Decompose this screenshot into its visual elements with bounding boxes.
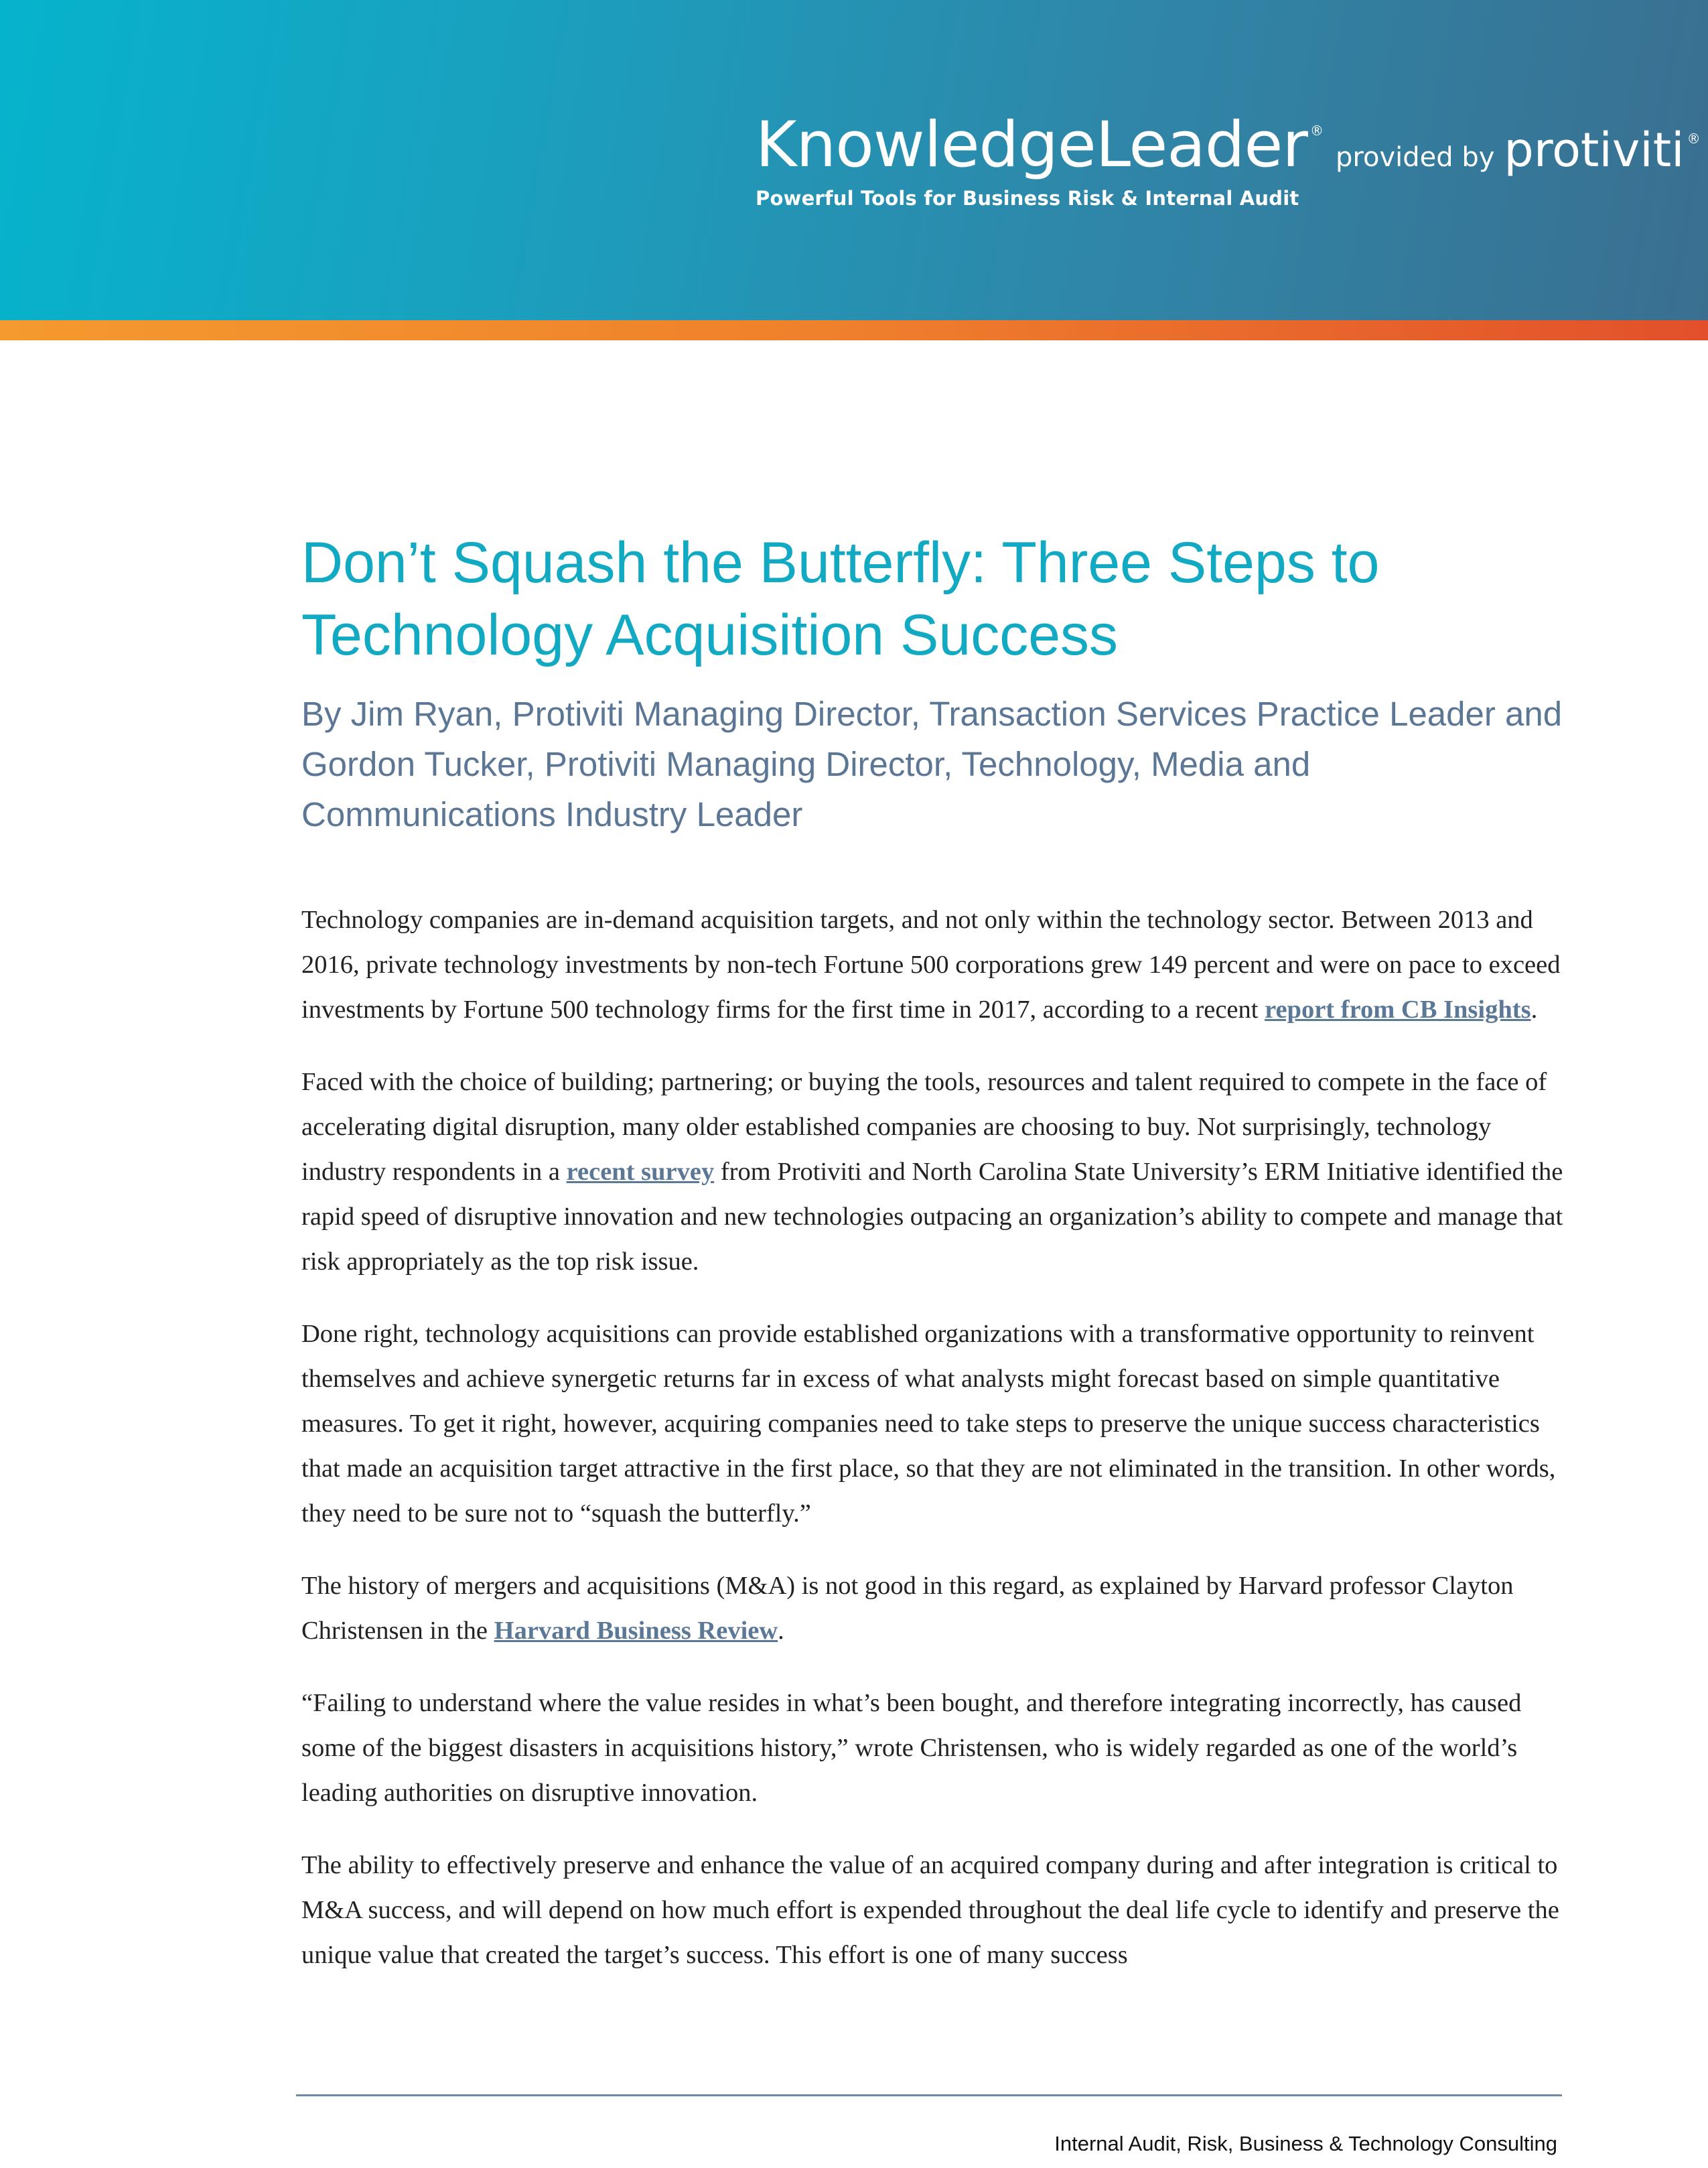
paragraph-4-text: The history of mergers and acquisitions (M&A) is not good in this regard, as explained by Harvard professor Clayton Christensen in the	[301, 1572, 1514, 1645]
paragraph-5: “Failing to understand where the value resides in what’s been bought, and therefore integrating incorrectly, has caused some of the biggest disasters in acquisitions history,” wrote Christensen, who is widely regarded as one of the world’s leading authorities on disruptive innovation.	[301, 1689, 1522, 1807]
paragraph-2	[301, 1060, 1574, 1284]
registered-mark: ®	[1310, 123, 1324, 139]
paragraph-3: Done right, technology acquisitions can provide established organizations with a transformative opportunity to reinvent themselves and achieve synergetic returns far in excess of what analysts might forecast based on simple quantitative measures. To get it right, however, acquiring companies need to take steps to preserve the unique success characteristics that made an acquisition target attractive in the first place, so that they are not eliminated in the transition. In other words, they need to be sure not to “squash the butterfly.”	[301, 1320, 1556, 1528]
footer-divider	[296, 2094, 1562, 2096]
paragraph-4-end: .	[778, 1617, 784, 1645]
cb-insights-report-link[interactable]: report from CB Insights	[1265, 996, 1531, 1024]
article-body	[301, 898, 1574, 2005]
harvard-business-review-link[interactable]: Harvard Business Review	[494, 1617, 778, 1645]
company-name: protiviti	[1504, 123, 1685, 178]
recent-survey-link[interactable]: recent survey	[566, 1158, 715, 1186]
paragraph-1-end: .	[1531, 996, 1538, 1024]
paragraph-4	[301, 1564, 1574, 1653]
registered-mark-company: ®	[1687, 131, 1701, 147]
article-byline: By Jim Ryan, Protiviti Managing Director, Transaction Services Practice Leader and Gordon Tucker, Protiviti Managing Director, Technology, Media and Communications Industry Leader	[301, 695, 1563, 833]
paragraph-2-end: from Protiviti and North Carolina State University’s ERM Initiative identified the rapid speed of disruptive innovation and new technologies outpacing an organization’s ability to compete and manage that risk appropriately as the top risk issue.	[301, 1158, 1563, 1276]
paragraph-6: The ability to effectively preserve and enhance the value of an acquired company during and after integration is critical to M&A success, and will depend on how much effort is expended throughout the deal life cycle to identify and preserve the unique value that created the target’s success. This effort is one of many success	[301, 1851, 1559, 1969]
provided-by-label: provided by	[1336, 142, 1495, 173]
paragraph-1-text: Technology companies are in-demand acquisition targets, and not only within the technology sector. Between 2013 and 2016, private technology investments by non-tech Fortune 500 corporations grew 149 percent and were on pace to exceed investments by Fortune 500 technology firms for the first time in 2017, according to a recent	[301, 906, 1561, 1024]
header-accent-stripe	[0, 320, 1708, 340]
brand-line	[756, 109, 1701, 182]
paragraph-1	[301, 898, 1574, 1032]
article-title: Don’t Squash the Butterfly: Three Steps to Technology Acquisition Success	[301, 531, 1380, 667]
brand-name: KnowledgeLeader	[756, 109, 1308, 182]
brand-logo	[756, 109, 1701, 210]
paragraph-2-text: Faced with the choice of building; partnering; or buying the tools, resources and talent required to compete in the face of accelerating digital disruption, many older established companies are choosing to buy. Not surprisingly, technology industry respondents in a	[301, 1068, 1547, 1186]
footer-text: Internal Audit, Risk, Business & Technology Consulting	[1054, 2132, 1557, 2155]
brand-tagline: Powerful Tools for Business Risk & Internal Audit	[756, 187, 1299, 210]
